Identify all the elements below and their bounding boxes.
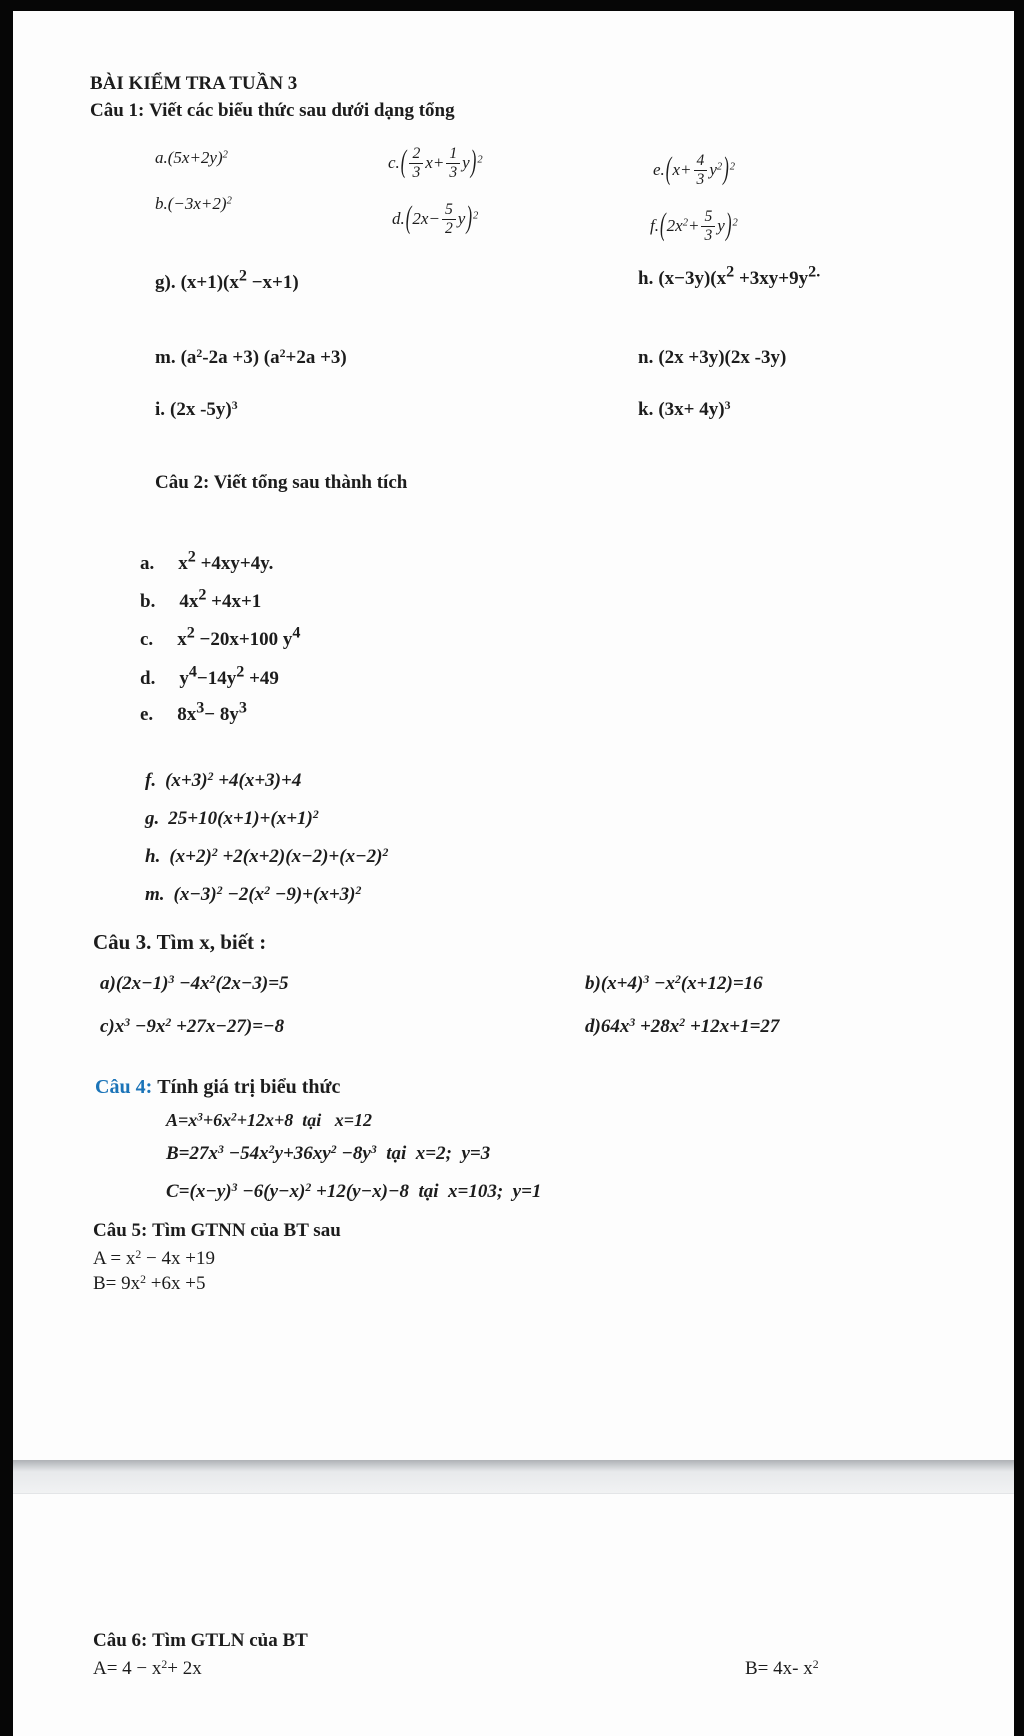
q2-item-g [145, 808, 319, 830]
q5-item-A [93, 1248, 215, 1270]
q1-item-g [155, 267, 299, 294]
q4-heading [95, 1076, 340, 1099]
q6-item-A [93, 1658, 202, 1680]
q2-heading-text: : Viết tổng sau thành tích [203, 472, 408, 493]
q2-item-c-expr: $x^2 -20x+100$ $y^4$ [177, 624, 301, 650]
q3-item-a [100, 973, 289, 995]
q2-item-g-expr: $25+10(x+1)+(x+1)^2$ [168, 808, 319, 829]
q6-heading [93, 1630, 308, 1652]
q2-item-f-label: f. [145, 770, 157, 791]
q6-heading-label: Câu 6: [93, 1630, 148, 1651]
q1-item-c-label: c. [388, 152, 400, 172]
left-border [0, 0, 13, 1736]
q2-item-e [140, 699, 247, 726]
q6-item-B-expr: B= 4x- $x^2$ [745, 1658, 819, 1679]
q2-item-m-expr: $(x-3)^2 -2(x^2 -9)+(x+3)^2$ [173, 884, 362, 905]
q4-item-C [166, 1181, 541, 1203]
q1-item-i-label: i. [155, 399, 166, 420]
q5-heading [93, 1220, 341, 1242]
q2-item-b [140, 586, 262, 613]
q1-item-b [155, 194, 232, 214]
q2-item-h-expr: $(x+2)^2 +2(x+2)(x-2)+(x-2)^2$ [169, 846, 389, 867]
q3-heading-label: Câu 3. [93, 930, 152, 954]
q1-item-e-expr: (x+ $\frac{4}{3}$ $y^2)^2$ [665, 150, 736, 189]
q4-item-B-expr: $B=27x^3 -54x^2y+36xy^2 -8y^3$ tại x=2; y=3 [166, 1143, 491, 1164]
q1-item-f [650, 206, 738, 245]
q1-item-k [638, 399, 730, 421]
q3-item-d-expr: $d)64x^3 +28x^2 +12x+1=27$ [585, 1016, 780, 1037]
q1-item-b-expr: $(-3x+2)^2$ [167, 194, 232, 213]
q3-item-c [100, 1016, 284, 1038]
q1-item-a-expr: $(5x+2y)^2$ [167, 148, 228, 167]
q1-item-f-expr: ($2x^2+$ $\frac{5}{3}$ y)$^2$ [659, 206, 738, 245]
q2-item-m [145, 884, 361, 906]
q4-item-A [166, 1110, 372, 1131]
q5-item-B-expr: $B= 9x^2 +6x +5$ [93, 1273, 206, 1294]
q2-item-f-expr: $(x+3)^2 +4(x+3)+4$ [165, 770, 302, 791]
q2-item-b-label: b. [140, 591, 156, 612]
q1-item-h-label: h. [638, 268, 654, 289]
q1-item-h-expr: $(x-3y)(x^2 +3xy+9y^{2.}$ [658, 263, 821, 289]
q1-item-a [155, 148, 228, 168]
q2-item-a [140, 548, 274, 575]
q1-item-h [638, 263, 821, 290]
top-border [0, 0, 1024, 11]
q1-item-c-expr: ( $\frac{2}{3}$ x+ $\frac{1}{3}$ y)$^2$ [400, 143, 483, 182]
q1-item-k-label: k. [638, 399, 654, 420]
q3-heading-text: Tìm x, biết : [156, 930, 267, 954]
q4-item-A-expr: $A=x^3+6x^2+12x+8$ tại x=12 [166, 1110, 372, 1130]
q5-item-B [93, 1273, 205, 1295]
q2-item-h [145, 846, 388, 868]
q1-item-d [392, 199, 479, 238]
q2-item-h-label: h. [145, 846, 161, 867]
q1-item-a-label: a. [155, 148, 168, 167]
q2-item-m-label: m. [145, 884, 165, 905]
q2-heading-label: Câu 2 [155, 472, 204, 493]
doc-title: BÀI KIỂM TRA TUẦN 3 [90, 73, 298, 94]
q5-heading-text: Tìm GTNN của BT sau [152, 1220, 341, 1241]
q4-heading-label: Câu 4: [95, 1076, 153, 1098]
q3-item-b-expr: $b)(x+4)^3 -x^2(x+12)=16$ [585, 973, 763, 994]
q2-item-e-expr: $8x^3- 8y^3$ [177, 699, 247, 725]
q1-item-m-expr: $(a^2-2a +3)$ $(a^2+2a +3)$ [180, 347, 347, 368]
q1-item-f-label: f. [650, 215, 659, 235]
q2-item-c-label: c. [140, 629, 154, 650]
q2-item-d [140, 663, 279, 690]
q1-heading-label: Câu 1: [90, 100, 145, 121]
q2-item-b-expr: $4x^2 +4x+1$ [179, 586, 262, 612]
q2-item-a-label: a. [140, 553, 155, 574]
q1-item-i-expr: (2x -5y)$^3$ [170, 399, 238, 420]
page-break-divider [13, 1460, 1014, 1494]
q6-item-A-expr: $A= 4 - x^2+ 2x$ [93, 1658, 202, 1679]
q1-item-m [155, 347, 347, 369]
right-border [1014, 0, 1024, 1736]
q2-item-d-label: d. [140, 668, 156, 689]
q1-item-e [653, 150, 736, 189]
q5-heading-label: Câu 5: [93, 1220, 148, 1241]
q1-item-g-expr: $(x+1)(x^2 -x+1)$ [180, 267, 299, 293]
q3-item-b [585, 973, 763, 995]
q1-item-b-label: b. [155, 194, 168, 213]
q4-item-C-expr: $C=(x-y)^3 -6(y-x)^2 +12(y-x)-8$ tại x=103; y=1 [166, 1181, 542, 1202]
q4-item-B [166, 1143, 490, 1165]
q2-item-d-expr: $y^4-14y^2 +49$ [179, 663, 279, 689]
q1-item-n [638, 347, 786, 369]
q2-heading [155, 472, 407, 494]
q1-item-n-label: n. [638, 347, 654, 368]
q6-heading-text: Tìm GTLN của BT [152, 1630, 308, 1651]
q1-item-n-expr: (2x +3y)(2x -3y) [658, 347, 787, 368]
q3-item-d [585, 1016, 779, 1038]
q2-item-c [140, 624, 301, 651]
q2-item-g-label: g. [145, 808, 160, 829]
q1-item-i [155, 399, 238, 421]
q4-heading-text: Tính giá trị biểu thức [157, 1076, 341, 1098]
q1-item-c [388, 143, 483, 182]
q2-item-f [145, 770, 301, 792]
q3-heading [93, 930, 266, 955]
q2-item-a-expr: $x^2 +4xy+4y$. [178, 548, 274, 574]
q6-item-B [745, 1658, 819, 1680]
q1-item-d-expr: (2x− $\frac{5}{2}$ y)$^2$ [405, 199, 479, 238]
q1-heading-text: Viết các biểu thức sau dưới dạng tổng [149, 100, 455, 121]
q5-item-A-expr: $A = x^2 - 4x +19$ [93, 1248, 215, 1269]
q1-item-g-label: g). [155, 272, 176, 293]
q1-item-e-label: e. [653, 159, 665, 179]
q1-item-d-label: d. [392, 208, 405, 228]
q3-item-a-expr: $a)(2x-1)^3 -4x^2(2x-3)=5$ [100, 973, 289, 994]
q1-item-m-label: m. [155, 347, 176, 368]
q1-heading [90, 100, 455, 122]
q3-item-c-expr: $c)x^3 -9x^2 +27x-27)=-8$ [100, 1016, 285, 1037]
q2-item-e-label: e. [140, 704, 154, 725]
q1-item-k-expr: $(3x+ 4y)^3$ [658, 399, 731, 420]
